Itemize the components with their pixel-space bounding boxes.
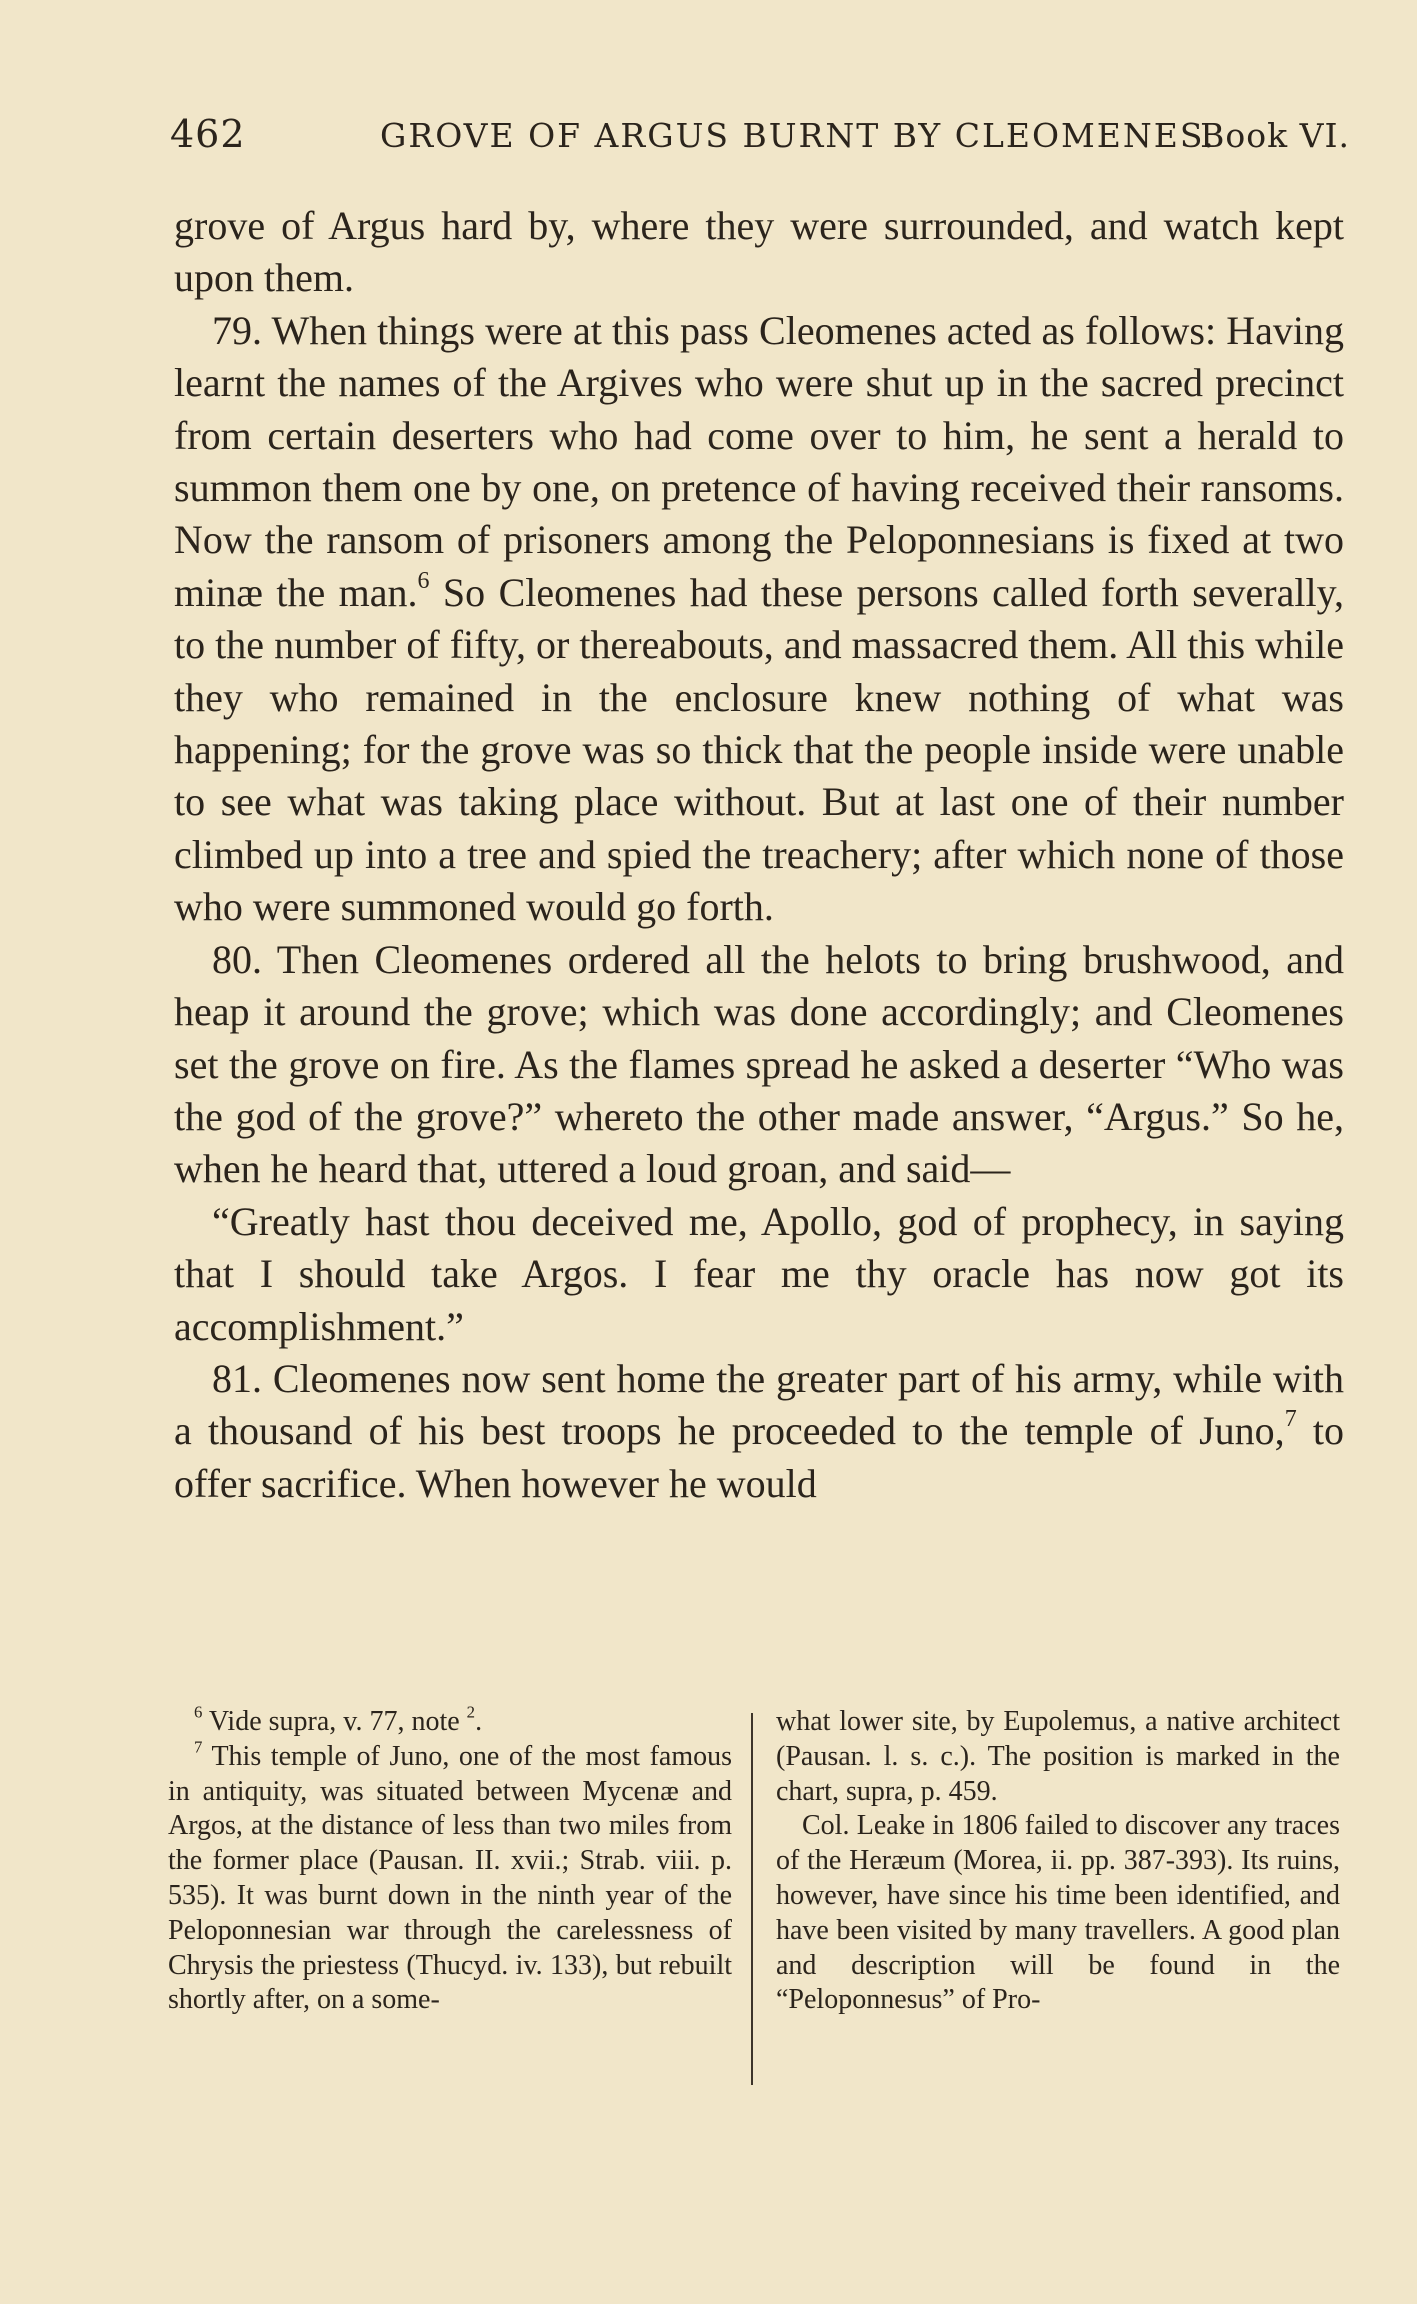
footnote-column-divider <box>751 1713 753 2085</box>
paragraph-80: 80. Then Cleomenes ordered all the helots to bring brushwood, and heap it around the grove; which was done accordingly; and Cleomenes set the grove on fire. As the flames spread he asked a deserter “Who was the god of the grove?” whereto the other made answer, “Argus.” So he, when he heard that, uttered a loud groan, and said— <box>174 936 1344 1192</box>
paragraph-81 <box>174 1353 1344 1510</box>
paragraph-81-text-a: 81. Cleomenes now sent home the greater part of his army, while with a thousand of his best troops he proceeded to the temple of Juno, <box>174 1355 1344 1454</box>
paragraph-79-text-a: 79. When things were at this pass Cleomenes acted as follows: Having learnt the names of the Argives who were shut up in the sacred precinct from certain deserters who had come over to him, he sent a herald to summon them one by one, on pretence of having received their ransoms. Now the ransom of prisoners among the Peloponnesians is fixed at two minæ the man. <box>174 307 1344 615</box>
running-title: GROVE OF ARGUS BURNT BY CLEOMENES. <box>380 116 1216 155</box>
footnote-6-text: Vide supra, v. 77, note <box>202 1706 467 1737</box>
footnote-6-note-ref: 2 <box>466 1702 476 1722</box>
main-text <box>174 200 1344 1510</box>
footnote-7-text: This temple of Juno, one of the most famous in antiquity, was situated between Mycenæ and Argos, at the distance of less than two miles from the former place (Pausan. II. xvii.; Strab. viii. p. 535). It was burnt down in the ninth year of the Peloponnesian war through the carelessness of Chrysis the priestess (Thucyd. iv. 133), but rebuilt shortly after, on a some- <box>168 1740 732 2016</box>
paragraph-81-text-b: to offer sacrifice. When however he would <box>174 1408 1344 1506</box>
footnote-column-right <box>776 1705 1340 2018</box>
footnote-7-leake: Col. Leake in 1806 failed to discover any traces of the Heræum (Morea, ii. pp. 387-393). Its ruins, however, have since his time been identified, and have been visited by many travellers. A good plan and description will be found in the “Peloponnesus” of Pro- <box>776 1810 1340 2016</box>
footnote-6 <box>168 1702 732 1740</box>
footnotes <box>168 1702 1348 2085</box>
page-number: 462 <box>170 112 246 156</box>
footnote-6-marker: 6 <box>194 1702 203 1722</box>
footnote-ref-7: 7 <box>1284 1406 1297 1433</box>
footnote-7-continued: what lower site, by Eupolemus, a native architect (Pausan. l. s. c.). The position is marked in the chart, supra, p. 459. <box>776 1706 1340 1807</box>
paragraph-continuation: grove of Argus hard by, where they were surrounded, and watch kept upon them. <box>174 203 1344 301</box>
running-head <box>170 112 1350 162</box>
book-label: Book VI. <box>1200 116 1350 155</box>
footnote-7 <box>168 1737 732 2018</box>
footnote-6-end: . <box>475 1706 483 1737</box>
footnote-7-marker: 7 <box>194 1737 203 1757</box>
footnote-ref-6: 6 <box>417 567 430 594</box>
paragraph-79-text-b: So Cleomenes had these persons called forth severally, to the number of fifty, or thereabouts, and massacred them. All this while they who remained in the enclosure knew nothing of what was happening; for the grove was so thick that the people inside were unable to see what was taking place without. But at last one of their number climbed up into a tree and spied the treachery; after which none of those who were summoned would go forth. <box>174 569 1344 930</box>
footnote-column-left <box>168 1702 732 2018</box>
paragraph-79 <box>174 305 1344 934</box>
oracle-quote: “Greatly hast thou deceived me, Apollo, god of prophecy, in saying that I should take Argos. I fear me thy oracle has now got its accomplishment.” <box>174 1198 1344 1349</box>
